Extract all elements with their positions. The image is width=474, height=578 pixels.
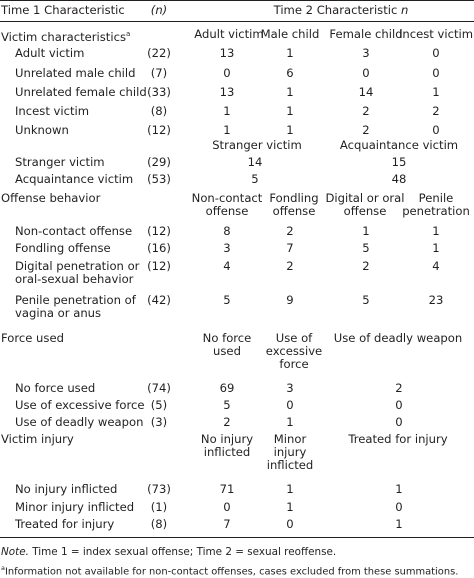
cell: 0: [395, 398, 403, 412]
row-n: (53): [147, 172, 171, 186]
cell: 2: [362, 259, 370, 273]
cell: 2: [362, 123, 370, 137]
cell: 13: [219, 85, 235, 99]
row-label: No injury inflicted: [15, 482, 118, 496]
cell: 9: [286, 293, 294, 307]
row-n: (5): [150, 398, 168, 412]
row-label: Digital penetration or oral-sexual behavior: [15, 259, 140, 286]
cell: 0: [395, 415, 403, 429]
col-excessive-force: Use of excessive force: [265, 331, 323, 371]
row-label: Use of excessive force: [15, 398, 145, 412]
row-n: (1): [150, 500, 168, 514]
cell: 15: [391, 155, 407, 169]
cell: 71: [219, 482, 235, 496]
cell: 6: [286, 66, 294, 80]
col-penile-penetration: Penile penetration: [402, 191, 470, 218]
row-label: Fondling offense: [15, 241, 111, 255]
row-label: Treated for injury: [15, 517, 115, 531]
col-adult-victim: Adult victim: [194, 27, 264, 41]
cell: 0: [362, 66, 370, 80]
cell: 2: [286, 259, 294, 273]
cell: 1: [286, 104, 294, 118]
row-label: Non-contact offense: [15, 224, 133, 238]
col-no-injury: No injury inflicted: [200, 432, 254, 459]
row-n: (7): [150, 66, 168, 80]
row-n: (8): [150, 517, 168, 531]
row-label: Acquaintance victim: [15, 172, 134, 186]
row-n: (8): [150, 104, 168, 118]
row-label: Unrelated male child: [15, 66, 136, 80]
cell: 0: [432, 46, 440, 60]
cell: 0: [395, 500, 403, 514]
cell: 1: [286, 85, 294, 99]
cell: 1: [362, 224, 370, 238]
cell: 4: [223, 259, 231, 273]
col-fondling-offense: Fondling offense: [269, 191, 319, 218]
row-label: Stranger victim: [15, 155, 105, 169]
cell: 14: [358, 85, 374, 99]
cell: 1: [286, 482, 294, 496]
row-n: (22): [147, 46, 171, 60]
cell: 8: [223, 224, 231, 238]
cell: 1: [286, 46, 294, 60]
row-label: Unrelated female child: [15, 85, 147, 99]
header-rule: [0, 21, 474, 22]
cell: 5: [251, 172, 259, 186]
header-time2: Time 2 Characteristic n: [273, 3, 409, 17]
cell: 5: [223, 398, 231, 412]
bottom-rule: [0, 537, 474, 538]
col-digital-oral-offense: Digital or oral offense: [325, 191, 405, 218]
section-offense: Offense behavior: [1, 191, 101, 205]
row-label: Adult victim: [15, 46, 85, 60]
cell: 14: [247, 155, 263, 169]
cell: 0: [223, 66, 231, 80]
cell: 1: [286, 123, 294, 137]
col-non-contact-offense: Non-contact offense: [191, 191, 263, 218]
top-rule: [0, 0, 474, 1]
row-label: Incest victim: [15, 104, 90, 118]
table-note: Note. Time 1 = index sexual offense; Time 2 = sexual reoffense.: [1, 546, 337, 558]
cell: 2: [362, 104, 370, 118]
cell: 48: [391, 172, 407, 186]
cell: 7: [286, 241, 294, 255]
cell: 13: [219, 46, 235, 60]
row-label: Unknown: [15, 123, 69, 137]
cell: 69: [219, 381, 235, 395]
cell: 1: [223, 123, 231, 137]
row-n: (42): [147, 293, 171, 307]
cell: 2: [432, 104, 440, 118]
row-label: Penile penetration of vagina or anus: [15, 293, 136, 320]
cell: 3: [362, 46, 370, 60]
row-n: (16): [147, 241, 171, 255]
cell: 1: [432, 85, 440, 99]
col-minor-injury: Minor injury inflicted: [266, 432, 314, 472]
row-n: (12): [147, 224, 171, 238]
row-label: Minor injury inflicted: [15, 500, 135, 514]
section-victim: Victim characteristics$^a$: [1, 29, 131, 44]
col-female-child: Female child: [329, 27, 403, 41]
cell: 1: [432, 224, 440, 238]
row-label: Use of deadly weapon: [15, 415, 144, 429]
section-injury: Victim injury: [1, 432, 74, 446]
cell: 1: [286, 415, 294, 429]
section-force: Force used: [1, 331, 64, 345]
cell: 2: [223, 415, 231, 429]
cell: 0: [286, 398, 294, 412]
cell: 1: [432, 241, 440, 255]
row-n: (73): [147, 482, 171, 496]
row-n: (33): [147, 85, 171, 99]
cell: 0: [286, 517, 294, 531]
row-label: No force used: [15, 381, 96, 395]
cell: 7: [223, 517, 231, 531]
col-treated-injury: Treated for injury: [348, 432, 448, 446]
header-time1: Time 1 Characteristic: [1, 3, 125, 17]
col-acquaintance-victim: Acquaintance victim: [339, 138, 459, 152]
table-footnote: $^a$Information not available for non-contact offenses, cases excluded from these summations.: [1, 564, 459, 578]
cell: 5: [223, 293, 231, 307]
cell: 0: [223, 500, 231, 514]
cell: 3: [223, 241, 231, 255]
cell: 5: [362, 293, 370, 307]
row-n: (12): [147, 259, 171, 273]
row-n: (29): [147, 155, 171, 169]
cell: 23: [428, 293, 444, 307]
cell: 1: [223, 104, 231, 118]
col-deadly-weapon: Use of deadly weapon: [333, 331, 463, 345]
row-n: (3): [150, 415, 168, 429]
cell: 2: [286, 224, 294, 238]
cell: 5: [362, 241, 370, 255]
cell: 0: [432, 123, 440, 137]
cell: 1: [395, 482, 403, 496]
row-n: (12): [147, 123, 171, 137]
row-n: (74): [147, 381, 171, 395]
cell: 2: [395, 381, 403, 395]
header-n: (n): [150, 3, 168, 17]
col-male-child: Male child: [260, 27, 320, 41]
cell: 1: [395, 517, 403, 531]
cell: 0: [432, 66, 440, 80]
col-incest-victim: Incest victim: [398, 27, 474, 41]
cell: 4: [432, 259, 440, 273]
cell: 1: [286, 500, 294, 514]
col-stranger-victim: Stranger victim: [212, 138, 302, 152]
col-no-force: No force used: [202, 331, 252, 358]
cell: 3: [286, 381, 294, 395]
